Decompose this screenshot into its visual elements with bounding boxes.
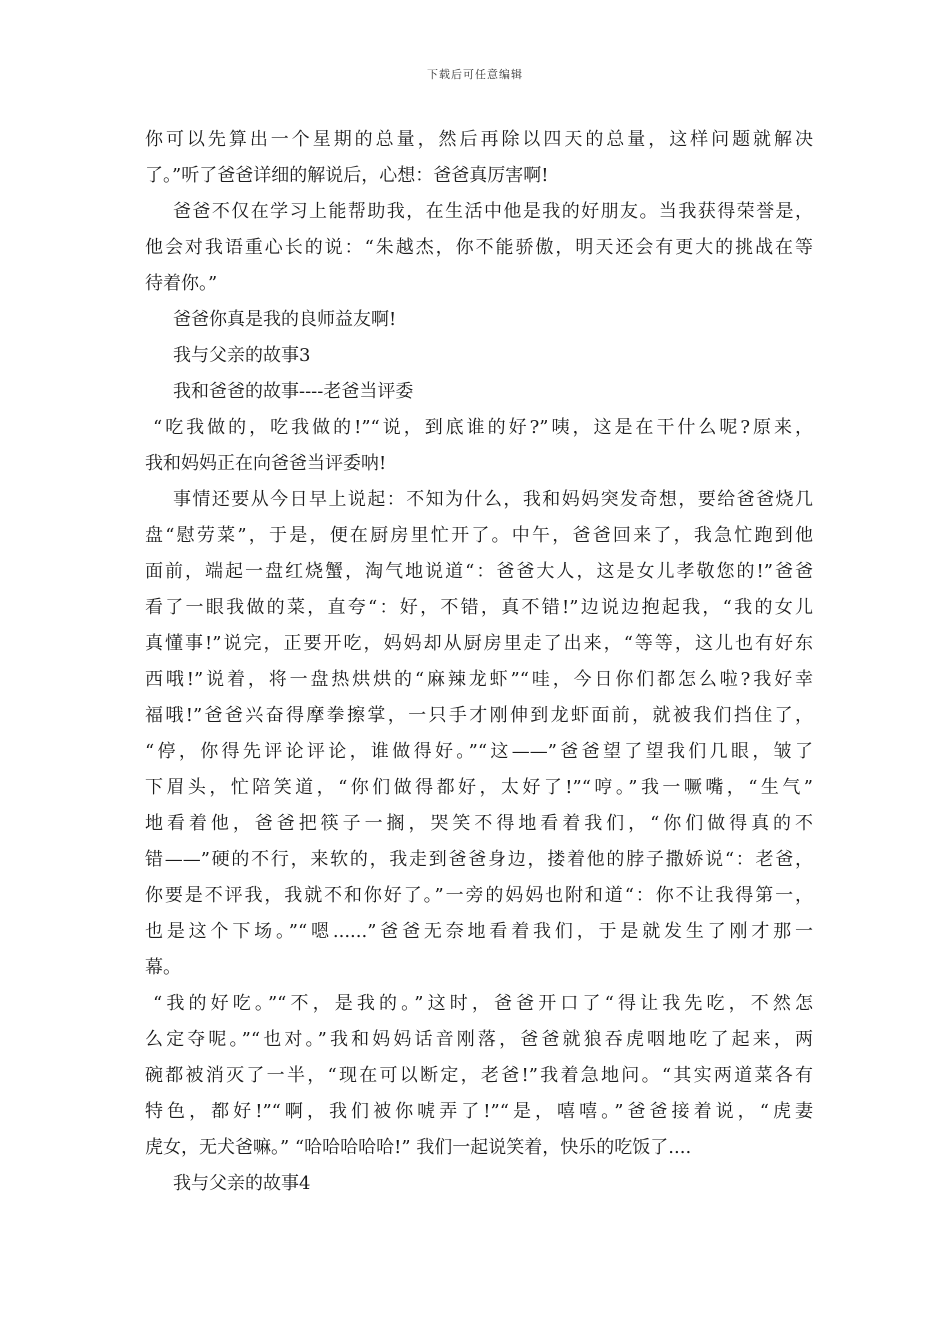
- text-line: 我与父亲的故事4: [173, 1173, 311, 1194]
- text-line: 爸爸不仅在学习上能帮助我，在生活中他是我的好朋友。当我获得荣誉是，: [173, 201, 813, 222]
- text-line: “停，你得先评论评论，谁做得好。”“这——”爸爸望了望我们几眼，皱了: [145, 741, 813, 762]
- text-line: 面前，端起一盘红烧蟹，淘气地说道“：爸爸大人，这是女儿孝敬您的!”爸爸: [145, 561, 813, 582]
- text-line: 他会对我语重心长的说：“朱越杰，你不能骄傲，明天还会有更大的挑战在等: [145, 237, 813, 258]
- text-line: 下眉头，忙陪笑道，“你们做得都好，太好了!”“哼。”我一噘嘴，“生气”: [145, 777, 813, 798]
- text-line: 看了一眼我做的菜，直夸“：好，不错，真不错!”边说边抱起我，“我的女儿: [145, 597, 813, 618]
- text-line: 我和爸爸的故事----老爸当评委: [173, 381, 414, 402]
- text-line: 事情还要从今日早上说起：不知为什么，我和妈妈突发奇想，要给爸爸烧几: [173, 489, 813, 510]
- text-line: 我与父亲的故事3: [173, 345, 311, 366]
- text-line: 了。”听了爸爸详细的解说后，心想：爸爸真厉害啊!: [145, 165, 549, 186]
- text-line: 碗都被消灭了一半，“现在可以断定，老爸!”我着急地问。“其实两道菜各有: [145, 1065, 813, 1086]
- text-line: 么定夺呢。”“也对。”我和妈妈话音刚落，爸爸就狼吞虎咽地吃了起来，两: [145, 1029, 813, 1050]
- text-line: 我和妈妈正在向爸爸当评委呐!: [145, 453, 387, 474]
- text-line: 虎女，无犬爸嘛。” “哈哈哈哈哈!” 我们一起说笑着，快乐的吃饭了....: [145, 1137, 692, 1158]
- text-line: “我的好吃。”“不，是我的。”这时，爸爸开口了“得让我先吃，不然怎: [153, 993, 813, 1014]
- text-line: 盘“慰劳菜”，于是，便在厨房里忙开了。中午，爸爸回来了，我急忙跑到他: [145, 525, 813, 546]
- text-line: 错——”硬的不行，来软的，我走到爸爸身边，搂着他的脖子撒娇说“：老爸，: [145, 849, 813, 870]
- document-body: [145, 122, 813, 1202]
- text-line: 你要是不评我，我就不和你好了。”一旁的妈妈也附和道“：你不让我得第一，: [145, 885, 813, 906]
- text-line: 也是这个下场。”“嗯......”爸爸无奈地看着我们，于是就发生了刚才那一: [145, 921, 813, 942]
- text-line: 真懂事!”说完，正要开吃，妈妈却从厨房里走了出来，“等等，这儿也有好东: [145, 633, 813, 654]
- text-line: “吃我做的，吃我做的!”“说，到底谁的好?”咦，这是在干什么呢?原来，: [153, 417, 813, 438]
- text-line: 你可以先算出一个星期的总量，然后再除以四天的总量，这样问题就解决: [145, 129, 813, 150]
- text-line: 福哦!”爸爸兴奋得摩拳擦掌，一只手才刚伸到龙虾面前，就被我们挡住了，: [145, 705, 813, 726]
- page-header: 下载后可任意编辑: [427, 68, 523, 81]
- text-line: 西哦!”说着，将一盘热烘烘的“麻辣龙虾”“哇，今日你们都怎么啦?我好幸: [145, 669, 813, 690]
- text-line: 待着你。”: [145, 273, 218, 294]
- text-line: 地看着他，爸爸把筷子一搁，哭笑不得地看着我们，“你们做得真的不: [145, 813, 813, 834]
- text-line: 特色，都好!”“啊，我们被你唬弄了!”“是，嘻嘻。”爸爸接着说，“虎妻: [145, 1101, 813, 1122]
- text-line: 幕。: [145, 957, 181, 978]
- text-line: 爸爸你真是我的良师益友啊!: [173, 309, 397, 330]
